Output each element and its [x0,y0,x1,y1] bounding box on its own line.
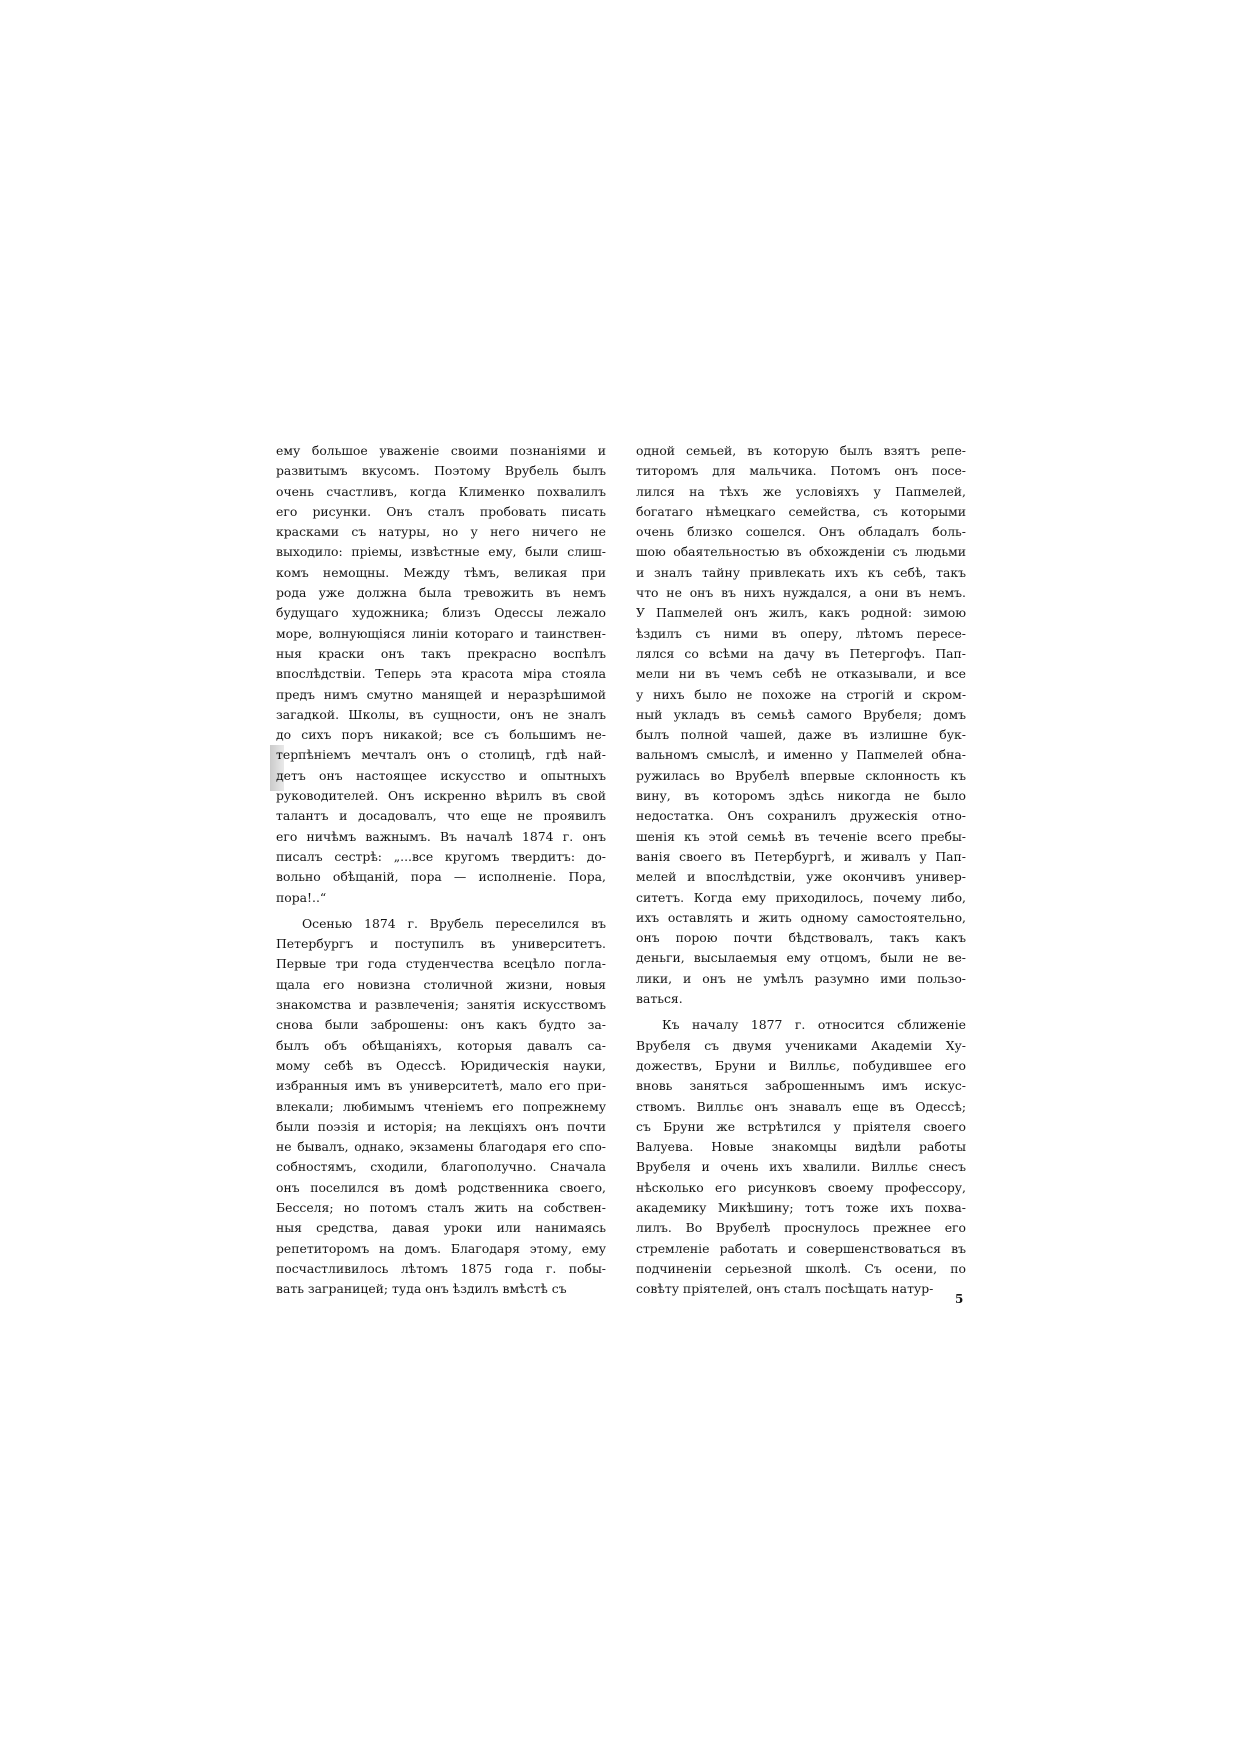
text-line: ваться. [636,991,683,1007]
text-line: лики, и онъ не умѣлъ разумно ими пользо- [636,970,966,986]
text-line: Валуева. Новые знакомцы видѣли работы [636,1139,966,1155]
text-line: ныя краски онъ такъ прекрасно воспѣлъ [276,645,606,661]
left-column-paragraph [276,441,606,908]
text-line: мому себѣ въ Одессѣ. Юридическія науки, [276,1057,606,1073]
text-line: шенія къ этой семьѣ въ теченіе всего пребы- [636,828,966,844]
text-line: щала его новизна столичной жизни, новыя [276,976,606,992]
text-line: выходило: пріемы, извѣстные ему, были слиш- [276,544,606,560]
text-line: ружилась во Врубелѣ впервые склонность къ [636,767,966,783]
text-line: вину, въ которомъ здѣсь никогда не было [636,788,966,804]
right-column-paragraph [636,441,966,1009]
text-line: подчиненіи серьезной школѣ. Съ осени, по [636,1260,966,1276]
text-line: детъ онъ настоящее искусство и опытныхъ [276,767,606,783]
text-line: стремленіе работать и совершенствоваться въ [636,1240,966,1256]
right-column-paragraph [636,1015,966,1299]
text-line: репетиторомъ на домъ. Благодаря этому, ему [276,1240,606,1256]
text-line: деньги, высылаемыя ему отцомъ, были не ве- [636,950,966,966]
text-line: загадкой. Школы, въ сущности, онъ не зналъ [276,706,606,722]
text-line: талантъ и досадовалъ, что еще не проявилъ [276,808,606,824]
text-line: Врубеля съ двумя учениками Академіи Ху- [636,1037,966,1053]
text-line: рода уже должна была тревожить въ немъ [276,585,606,601]
text-line: очень близко сошелся. Онъ обладалъ боль- [636,524,966,540]
text-line: море, волнующіяся линіи котораго и таинствен- [276,625,606,641]
text-line: лился на тѣхъ же условіяхъ у Папмелей, [636,483,966,499]
text-line: влекали; любимымъ чтеніемъ его попрежнему [276,1098,606,1114]
text-line: титоромъ для мальчика. Потомъ онъ посе- [636,463,966,479]
text-line: будущаго художника; близъ Одессы лежало [276,605,606,621]
text-line: руководителей. Онъ искренно вѣрилъ въ свой [276,788,606,804]
text-line: ихъ оставлять и жить одному самостоятельно, [636,909,966,925]
text-line: очень счастливъ, когда Клименко похвалилъ [276,483,606,499]
text-line: съ Бруни же встрѣтился у пріятеля своего [636,1118,966,1134]
left-column-paragraph [276,914,606,1300]
text-line: мелей и впослѣдствіи, уже окончивъ универ- [636,869,966,885]
text-line: ный укладъ въ семьѣ самого Врубеля; домъ [636,706,966,722]
text-line: не бывалъ, однако, экзамены благодаря его спо- [276,1139,606,1155]
text-line: Первые три года студенчества всецѣло погла- [276,956,606,972]
text-line: вновь заняться заброшеннымъ имъ искус- [636,1078,966,1094]
text-line: собностямъ, сходили, благополучно. Сначала [276,1159,606,1175]
text-line: снова были заброшены: онъ какъ будто за- [276,1017,606,1033]
text-line: до сихъ поръ никакой; все съ большимъ не- [276,727,606,743]
text-line: нѣсколько его рисунковъ своему профессору, [636,1179,966,1195]
text-line: красками съ натуры, но у него ничего не [276,524,606,540]
left-column [276,441,606,1299]
text-line: былъ полной чашей, даже въ излишне бук- [636,727,966,743]
text-line: избранныя имъ въ университетѣ, мало его при- [276,1078,606,1094]
text-line: онъ поселился въ домѣ родственника своего, [276,1179,606,1195]
text-line: шою обаятельностью въ обхожденіи съ людьми [636,544,966,560]
text-line: лилъ. Во Врубелѣ проснулось прежнее его [636,1220,966,1236]
text-line: вольно обѣщаній, пора — исполненіе. Пора, [276,869,606,885]
text-line: писалъ сестрѣ: „...все кругомъ твердитъ: до- [276,848,606,864]
text-line: предъ нимъ смутно манящей и неразрѣшимой [276,686,606,702]
text-line: пора!..“ [276,889,327,905]
text-line: и зналъ тайну привлекать ихъ къ себѣ, такъ [636,564,966,580]
text-line: мели ни въ чемъ себѣ не отказывали, и все [636,666,966,682]
text-line: лялся со всѣми на дачу въ Петергофъ. Пап- [636,645,966,661]
text-line: совѣту пріятелей, онъ сталъ посѣщать натур- [636,1281,934,1297]
text-line: ѣздилъ съ ними въ оперу, лѣтомъ пересе- [636,625,966,641]
text-line: что не онъ въ нихъ нуждался, а они въ немъ. [636,585,966,601]
text-line: одной семьей, въ которую былъ взятъ репе- [636,443,966,458]
text-line: онъ порою почти бѣдствовалъ, такъ какъ [636,930,966,946]
text-line: посчастливилось лѣтомъ 1875 года г. побы- [276,1260,606,1276]
text-line: терпѣніемъ мечталъ онъ о столицѣ, гдѣ най- [276,747,606,763]
text-line: Петербургъ и поступилъ въ университетъ. [276,936,606,952]
text-line: Врубеля и очень ихъ хвалили. Вилльє снесъ [636,1159,966,1175]
text-line: комъ немощны. Между тѣмъ, великая при [276,564,606,580]
text-line: Бесселя; но потомъ сталъ жить на собствен- [276,1199,606,1215]
text-line: богатаго нѣмецкаго семейства, съ которыми [636,503,966,519]
text-line: ему большое уваженіе своими познаніями и [276,443,606,458]
text-line: дожествъ, Бруни и Вилльє, побудившее его [636,1057,966,1073]
text-line: у нихъ было не похоже на строгій и скром- [636,686,966,702]
text-line: Осенью 1874 г. Врубель переселился въ [302,915,606,931]
text-line: недостатка. Онъ сохранилъ дружескія отно- [636,808,966,824]
text-line: вальномъ смыслѣ, и именно у Папмелей обна- [636,747,966,763]
text-line: ситетъ. Когда ему приходилось, почему либо, [636,889,966,905]
text-line: былъ объ обѣщаніяхъ, которыя давалъ са- [276,1037,606,1053]
page-number: 5 [955,1292,964,1306]
text-line: развитымъ вкусомъ. Поэтому Врубель былъ [276,463,606,479]
text-line: У Папмелей онъ жилъ, какъ родной: зимою [636,605,966,621]
text-line: ванія своего въ Петербургѣ, и живалъ у Пап- [636,848,966,864]
text-line: ныя средства, давая уроки или нанимаясь [276,1220,606,1236]
right-column [636,441,966,1299]
text-line: были поэзія и исторія; на лекціяхъ онъ почти [276,1118,606,1134]
text-line: его ничѣмъ важнымъ. Въ началѣ 1874 г. онъ [276,828,606,844]
text-line: Къ началу 1877 г. относится сближеніе [662,1017,966,1033]
text-line: вать заграницей; туда онъ ѣздилъ вмѣстѣ съ [276,1281,567,1297]
text-line: ствомъ. Вилльє онъ знавалъ еще въ Одессѣ; [636,1098,966,1114]
text-line: академику Микѣшину; тотъ тоже ихъ похва- [636,1199,966,1215]
text-line: знакомства и развлеченія; занятія искусствомъ [276,997,606,1013]
text-line: его рисунки. Онъ сталъ пробовать писать [276,503,606,519]
text-line: впослѣдствіи. Теперь эта красота міра стояла [276,666,606,682]
